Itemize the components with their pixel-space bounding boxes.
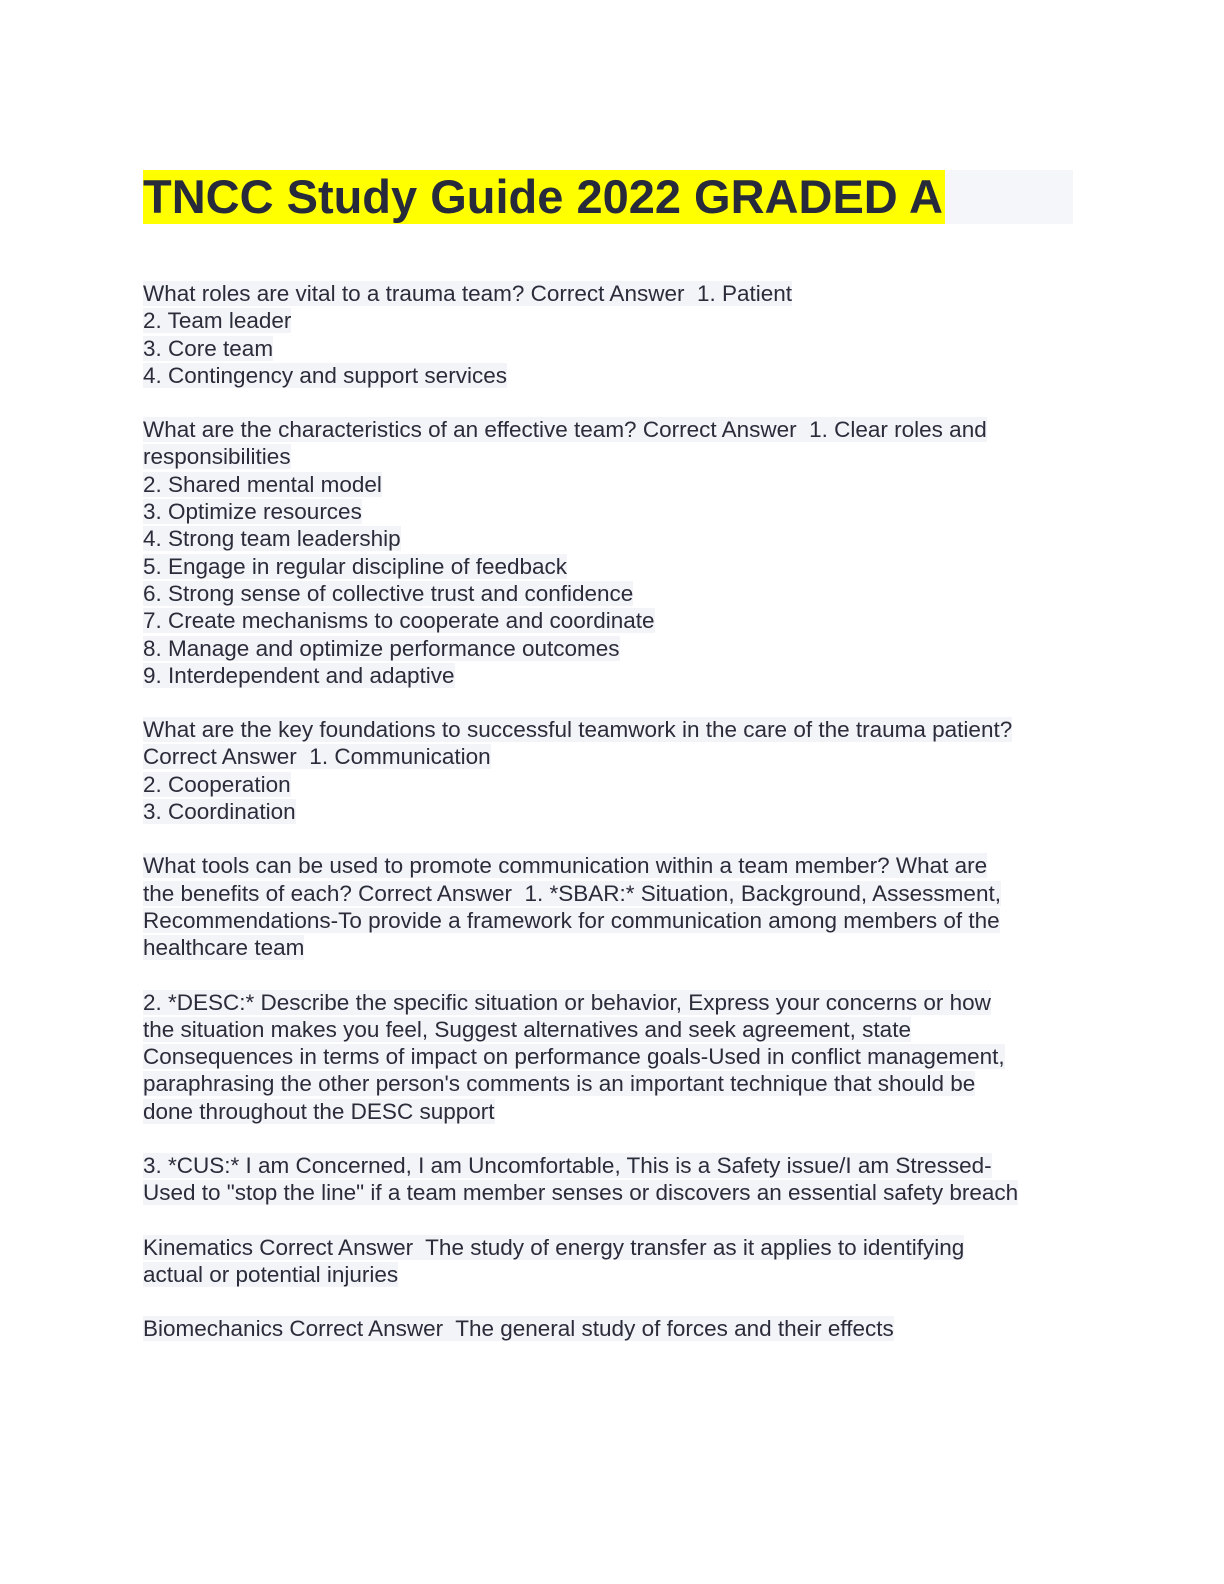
text-line: 4. Contingency and support services [143,362,507,388]
text-line: 2. Shared mental model [143,471,382,497]
text-line: Consequences in terms of impact on performance goals-Used in conflict management, [143,1044,1005,1070]
text-line: 9. Interdependent and adaptive [143,662,455,688]
text-line: Biomechanics Correct Answer The general study of forces and their effects [143,1316,894,1342]
text-line: the situation makes you feel, Suggest alternatives and seek agreement, state [143,1016,911,1042]
text-line: 3. *CUS:* I am Concerned, I am Uncomfortable, This is a Safety issue/I am Stressed- [143,1153,992,1179]
qa-block [143,280,1073,389]
text-line: done throughout the DESC support [143,1098,495,1124]
text-line: actual or potential injuries [143,1261,399,1287]
text-line: 3. Core team [143,335,274,361]
qa-block [143,716,1073,825]
text-line: 3. Optimize resources [143,499,362,525]
text-line: 7. Create mechanisms to cooperate and coordinate [143,608,655,634]
text-line: 2. Cooperation [143,771,291,797]
text-line: 8. Manage and optimize performance outcomes [143,635,620,661]
text-line: healthcare team [143,935,305,961]
qa-block [143,1152,1073,1207]
text-line: Kinematics Correct Answer The study of energy transfer as it applies to identifying [143,1234,965,1260]
text-line: 6. Strong sense of collective trust and confidence [143,580,634,606]
title-row [143,170,1073,224]
text-line: 3. Coordination [143,799,296,825]
text-line: 4. Strong team leadership [143,526,401,552]
text-line: 5. Engage in regular discipline of feedback [143,553,568,579]
text-line: 2. Team leader [143,308,292,334]
qa-block [143,989,1073,1125]
text-line: What tools can be used to promote communication within a team member? What are [143,853,988,879]
document-page [143,170,1073,1370]
text-line: Recommendations-To provide a framework for communication among members of the [143,907,1000,933]
text-line: Used to "stop the line" if a team member senses or discovers an essential safety breach [143,1180,1019,1206]
qa-block [143,416,1073,689]
text-line: What are the characteristics of an effective team? Correct Answer 1. Clear roles and [143,417,987,443]
document-title: TNCC Study Guide 2022 GRADED A [143,170,943,223]
qa-block [143,1315,1073,1342]
text-line: paraphrasing the other person's comments is an important technique that should be [143,1071,976,1097]
text-line: the benefits of each? Correct Answer 1. *SBAR:* Situation, Background, Assessment, [143,880,1001,906]
qa-block [143,1234,1073,1289]
qa-block [143,852,1073,961]
document-content [143,280,1073,1343]
text-line: Correct Answer 1. Communication [143,744,491,770]
text-line: What are the key foundations to successful teamwork in the care of the trauma patient? [143,717,1013,743]
text-line: What roles are vital to a trauma team? Correct Answer 1. Patient [143,281,793,306]
text-line: 2. *DESC:* Describe the specific situation or behavior, Express your concerns or how [143,989,991,1015]
text-line: responsibilities [143,444,291,470]
